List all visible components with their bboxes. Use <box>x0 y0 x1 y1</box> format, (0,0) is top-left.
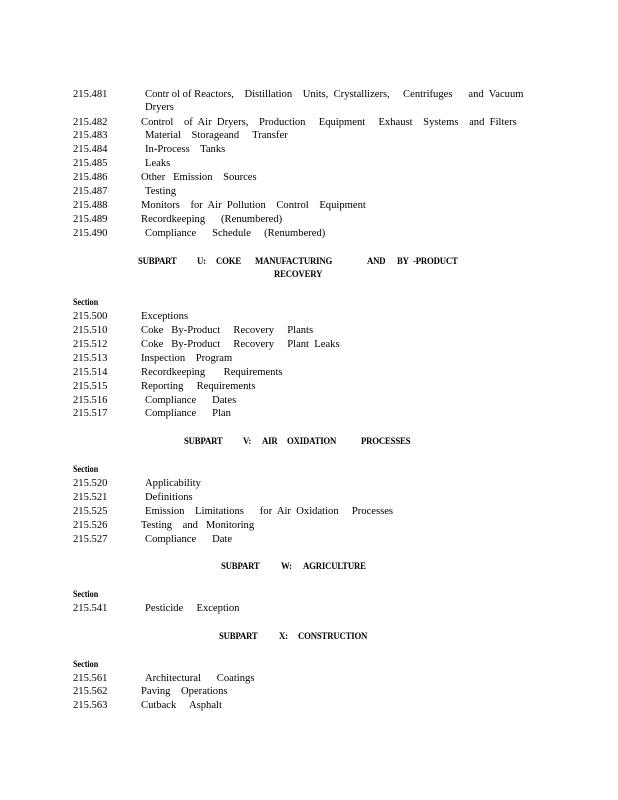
subpart-title-word: AIR <box>262 437 278 447</box>
section-number: 215.487 <box>73 186 108 197</box>
section-title: Compliance Dates <box>145 395 237 406</box>
section-title: Testing and Monitoring <box>141 520 255 531</box>
section-title: In-Process Tanks <box>145 144 226 155</box>
section-number: 215.489 <box>73 214 108 225</box>
subpart-letter: W: <box>281 562 292 572</box>
section-number: 215.520 <box>73 478 108 489</box>
section-column-label: Section <box>73 589 99 599</box>
subpart-title-word: AGRICULTURE <box>303 562 366 572</box>
section-number: 215.517 <box>73 408 108 419</box>
section-number: 215.525 <box>73 506 108 517</box>
section-title: Material Storageand Transfer <box>145 130 288 141</box>
section-title: Leaks <box>145 158 171 169</box>
subpart-word: SUBPART <box>221 562 260 572</box>
subpart-title-word: OXIDATION <box>287 437 337 447</box>
subpart-title-word: PROCESSES <box>361 437 411 447</box>
subpart-word: SUBPART <box>138 257 177 267</box>
section-number: 215.488 <box>73 200 108 211</box>
section-number: 215.483 <box>73 130 108 141</box>
section-number: 215.516 <box>73 395 108 406</box>
section-title: Definitions <box>145 492 193 503</box>
section-title: Architectural Coatings <box>145 673 255 684</box>
section-title: Monitors for Air Pollution Control Equipment <box>141 200 366 211</box>
section-title: Paving Operations <box>141 686 228 697</box>
section-column-label: Section <box>73 297 99 307</box>
section-number: 215.490 <box>73 228 108 239</box>
section-title: Inspection Program <box>141 353 233 364</box>
section-title: Compliance Schedule (Renumbered) <box>145 228 326 239</box>
section-title: Compliance Date <box>145 534 233 545</box>
section-number: 215.512 <box>73 339 108 350</box>
section-title: Testing <box>145 186 177 197</box>
section-number: 215.527 <box>73 534 108 545</box>
section-title: Cutback Asphalt <box>141 700 222 711</box>
subpart-letter: X: <box>279 632 288 642</box>
section-number: 215.521 <box>73 492 108 503</box>
section-number: 215.562 <box>73 686 108 697</box>
section-number: 215.513 <box>73 353 108 364</box>
subpart-word: SUBPART <box>219 632 258 642</box>
subpart-title-word: AND <box>367 257 386 267</box>
section-title: Other Emission Sources <box>141 172 257 183</box>
section-title: Emission Limitations for Air Oxidation Processes <box>145 506 394 517</box>
section-column-label: Section <box>73 464 99 474</box>
section-title: Coke By-Product Recovery Plant Leaks <box>141 339 340 350</box>
subpart-word: SUBPART <box>184 437 223 447</box>
section-number: 215.526 <box>73 520 108 531</box>
section-title: Recordkeeping Requirements <box>141 367 283 378</box>
section-column-label: Section <box>73 659 99 669</box>
section-title: Control of Air Dryers, Production Equipment Exhaust Systems and Filters <box>141 117 517 128</box>
section-number: 215.484 <box>73 144 108 155</box>
section-number: 215.500 <box>73 311 108 322</box>
subpart-title-word: CONSTRUCTION <box>298 632 368 642</box>
subpart-title-line2: RECOVERY <box>274 270 323 280</box>
section-number: 215.514 <box>73 367 108 378</box>
section-number: 215.515 <box>73 381 108 392</box>
section-title: Reporting Requirements <box>141 381 256 392</box>
section-number: 215.541 <box>73 603 108 614</box>
section-title: Applicability <box>145 478 201 489</box>
section-number: 215.481 <box>73 89 108 100</box>
subpart-title-word: COKE <box>216 257 242 267</box>
section-title-continuation: Dryers <box>145 102 174 113</box>
section-number: 215.485 <box>73 158 108 169</box>
subpart-title-word: MANUFACTURING <box>255 257 333 267</box>
section-title: Contr ol of Reactors, Distillation Units, Crystallizers, Centrifuges and Vacuum <box>145 89 524 100</box>
section-number: 215.561 <box>73 673 108 684</box>
section-number: 215.486 <box>73 172 108 183</box>
section-title: Exceptions <box>141 311 189 322</box>
subpart-letter: U: <box>197 257 206 267</box>
section-number: 215.510 <box>73 325 108 336</box>
section-title: Pesticide Exception <box>145 603 240 614</box>
section-title: Recordkeeping (Renumbered) <box>141 214 283 225</box>
subpart-letter: V: <box>243 437 252 447</box>
subpart-title-word: BY <box>397 257 409 267</box>
subpart-title-word: -PRODUCT <box>413 257 458 267</box>
section-number: 215.563 <box>73 700 108 711</box>
section-title: Compliance Plan <box>145 408 231 419</box>
section-title: Coke By-Product Recovery Plants <box>141 325 314 336</box>
section-number: 215.482 <box>73 117 108 128</box>
